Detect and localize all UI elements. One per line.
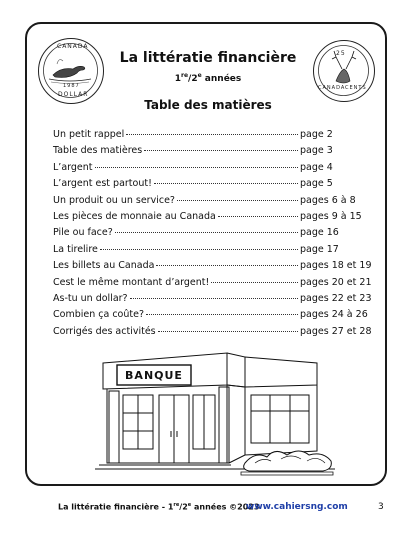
toc-leader-dots <box>130 298 298 299</box>
toc-row <box>53 326 373 342</box>
toc-entry-page: pages 24 à 26 <box>300 309 368 321</box>
footer-website-link[interactable]: www.cahiersng.com <box>246 502 348 512</box>
coin-left-year: 1987 <box>63 83 80 89</box>
toc-leader-dots <box>156 265 298 266</box>
coin-left-top-text: CANADA <box>57 43 89 50</box>
toc-row <box>53 227 373 243</box>
coin-right-bottom-text: CENTS <box>345 85 367 91</box>
toc-leader-dots <box>158 331 298 332</box>
toc-leader-dots <box>154 183 298 184</box>
loonie-coin-icon <box>38 38 104 104</box>
toc-leader-dots <box>177 200 298 201</box>
toc-entry-page: page 17 <box>300 243 339 255</box>
coin-right-top-text: CANADA <box>318 85 346 91</box>
toc-entry-title: Les pièces de monnaie au Canada <box>53 210 216 222</box>
toc-entry-title: Table des matières <box>53 145 143 157</box>
toc-leader-dots <box>211 282 298 283</box>
toc-entry-page: pages 18 et 19 <box>300 260 372 272</box>
toc-entry-page: pages 22 et 23 <box>300 292 372 304</box>
toc-entry-title: La tirelire <box>53 243 98 255</box>
toc-row <box>53 277 373 293</box>
toc-row <box>53 211 373 227</box>
toc-leader-dots <box>115 232 298 233</box>
toc-entry-title: Combien ça coûte? <box>53 309 144 321</box>
toc-leader-dots <box>100 249 298 250</box>
toc-entry-title: L’argent <box>53 161 93 173</box>
toc-entry-title: As-tu un dollar? <box>53 292 128 304</box>
toc-entry-title: Les billets au Canada <box>53 260 155 272</box>
toc-row <box>53 145 373 161</box>
page-number: 3 <box>378 502 384 512</box>
toc-row <box>53 178 373 194</box>
toc-row <box>53 129 373 145</box>
grade-subtitle: 1re/2e années <box>174 72 242 84</box>
toc-leader-dots <box>144 150 298 151</box>
toc-row <box>53 293 373 309</box>
toc-entry-title: L’argent est partout! <box>53 178 152 190</box>
toc-row <box>53 244 373 260</box>
toc-leader-dots <box>95 167 299 168</box>
toc-leader-dots <box>146 314 298 315</box>
toc-entry-title: Un produit ou un service? <box>53 194 175 206</box>
toc-entry-page: page 4 <box>300 161 333 173</box>
bank-building-illustration <box>95 351 335 476</box>
toc-entry-title: Pile ou face? <box>53 227 113 239</box>
footer-course-label: La littératie financière - 1re/2e années ©2023 <box>58 502 260 512</box>
toc-leader-dots <box>218 216 298 217</box>
toc-entry-page: pages 6 à 8 <box>300 194 356 206</box>
coin-left-bottom-text: DOLLAR <box>58 91 89 98</box>
toc-entry-page: pages 9 à 15 <box>300 210 362 222</box>
toc-entry-title: Corrigés des activités <box>53 325 156 337</box>
toc-leader-dots <box>126 134 298 135</box>
toc-entry-page: page 16 <box>300 227 339 239</box>
toc-row <box>53 309 373 325</box>
bank-sign-text: BANQUE <box>125 369 183 382</box>
toc-entry-page: pages 20 et 21 <box>300 276 372 288</box>
toc-entry-title: Cest le même montant d’argent! <box>53 276 210 288</box>
table-of-contents <box>53 129 373 342</box>
toc-entry-page: page 3 <box>300 145 333 157</box>
page-title: La littératie financière <box>119 50 297 66</box>
toc-row <box>53 260 373 276</box>
coin-right-value: 25 <box>336 50 346 57</box>
toc-entry-page: page 5 <box>300 178 333 190</box>
toc-row <box>53 195 373 211</box>
toc-entry-page: page 2 <box>300 129 333 140</box>
toc-heading: Table des matières <box>144 98 272 112</box>
toc-entry-title: Un petit rappel <box>53 129 125 140</box>
toc-entry-page: pages 27 et 28 <box>300 325 372 337</box>
toc-row <box>53 162 373 178</box>
